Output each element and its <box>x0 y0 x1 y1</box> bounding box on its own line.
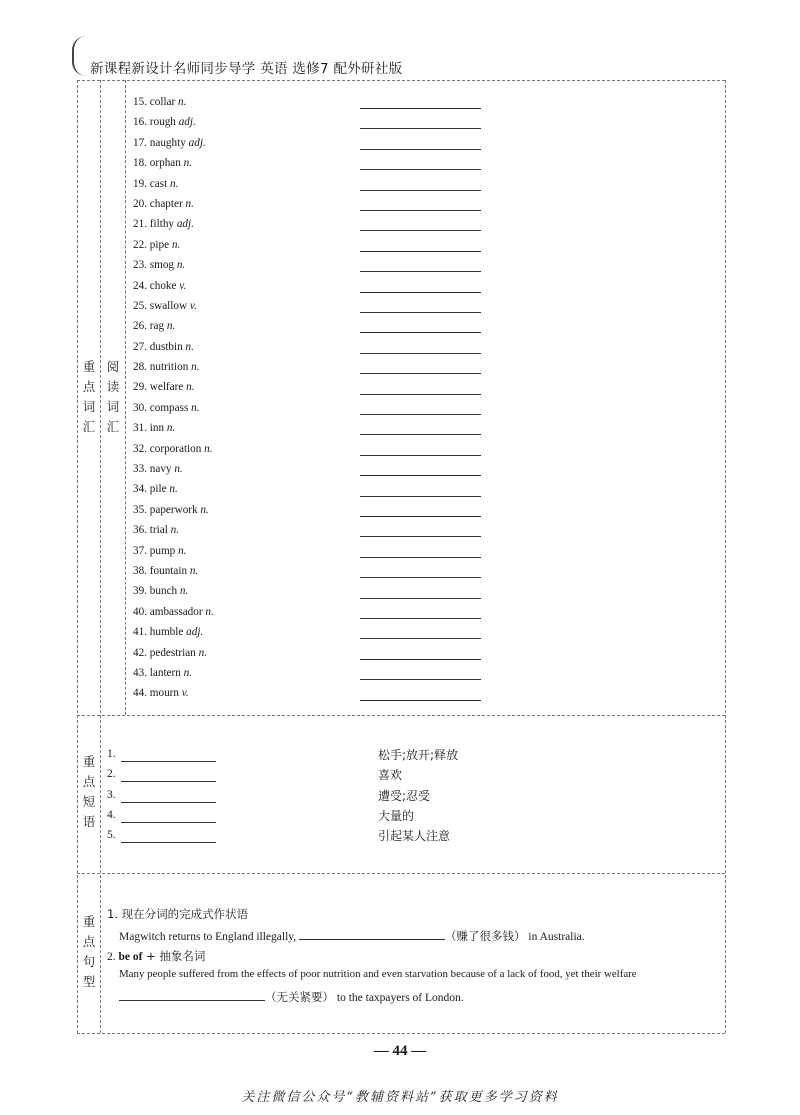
vocab-item: 30. compass n. <box>133 401 200 414</box>
vocab-item: 32. corporation n. <box>133 442 213 455</box>
vocab-answer-blank[interactable] <box>360 536 481 537</box>
vocab-answer-blank[interactable] <box>360 108 481 109</box>
vocab-item: 16. rough adj. <box>133 116 196 129</box>
vocab-answer-blank[interactable] <box>360 210 481 211</box>
sentence-2-title: 2. be of + 抽象名词 <box>107 949 206 963</box>
vocab-item: 18. orphan n. <box>133 157 193 170</box>
vocab-answer-blank[interactable] <box>360 312 481 313</box>
vocab-answer-blank[interactable] <box>360 332 481 333</box>
vocab-item: 33. navy n. <box>133 463 183 476</box>
vocab-item: 24. choke v. <box>133 279 187 292</box>
vocab-answer-blank[interactable] <box>360 598 481 599</box>
section-label-key-vocab: 重 点 词 汇 <box>82 359 96 434</box>
vocab-item: 34. pile n. <box>133 483 178 496</box>
phrase-meaning: 松手;放开;释放 <box>378 748 459 762</box>
vocab-answer-blank[interactable] <box>360 679 481 680</box>
phrase-number: 2. <box>107 768 116 780</box>
vocab-item: 43. lantern n. <box>133 666 193 679</box>
phrase-meaning: 遭受;忍受 <box>378 789 431 803</box>
vocab-answer-blank[interactable] <box>360 455 481 456</box>
phrase-answer-blank[interactable] <box>121 842 216 843</box>
book-title: 新课程新设计名师同步导学 英语 选修7 配外研社版 <box>90 61 403 77</box>
frame-bottom <box>77 1033 725 1034</box>
vocab-answer-blank[interactable] <box>360 516 481 517</box>
vocab-item: 21. filthy adj. <box>133 218 194 231</box>
vocab-item: 35. paperwork n. <box>133 503 209 516</box>
vocab-item: 20. chapter n. <box>133 197 194 210</box>
vocab-item: 26. rag n. <box>133 320 176 333</box>
sentence-2-example: Many people suffered from the effects of poor nutrition and even starvation because of a lack of food, yet their welfare <box>119 968 637 980</box>
phrase-answer-blank[interactable] <box>121 761 216 762</box>
phrase-answer-blank[interactable] <box>121 781 216 782</box>
vocab-answer-blank[interactable] <box>360 394 481 395</box>
vocab-item: 42. pedestrian n. <box>133 646 207 659</box>
section-label-key-sentences: 重 点 句 型 <box>82 914 96 989</box>
phrase-meaning: 大量的 <box>378 809 415 823</box>
vocab-answer-blank[interactable] <box>360 251 481 252</box>
vocab-item: 37. pump n. <box>133 544 187 557</box>
header-brace <box>72 36 88 76</box>
section-label-reading-vocab: 阅 读 词 汇 <box>106 359 120 434</box>
vocab-item: 23. smog n. <box>133 259 186 272</box>
frame-top <box>77 80 725 81</box>
vocab-item: 15. collar n. <box>133 96 187 108</box>
sentence-1-answer-blank[interactable] <box>299 928 445 940</box>
divider-phrase-sentence <box>77 873 725 874</box>
phrase-number: 5. <box>107 829 116 841</box>
vocab-answer-blank[interactable] <box>360 128 481 129</box>
vocab-answer-blank[interactable] <box>360 638 481 639</box>
vocab-answer-blank[interactable] <box>360 292 481 293</box>
vocab-answer-blank[interactable] <box>360 373 481 374</box>
section-label-key-phrases: 重 点 短 语 <box>82 754 96 829</box>
vocab-answer-blank[interactable] <box>360 149 481 150</box>
phrase-number: 3. <box>107 789 116 801</box>
vocab-answer-blank[interactable] <box>360 353 481 354</box>
vocab-answer-blank[interactable] <box>360 190 481 191</box>
divider-vocab-phrase <box>77 715 725 716</box>
vocab-item: 28. nutrition n. <box>133 361 200 374</box>
vocab-item: 39. bunch n. <box>133 585 189 598</box>
vocab-item: 31. inn n. <box>133 422 176 435</box>
sentence-2-example-cont: （无关紧要） to the taxpayers of London. <box>119 989 464 1005</box>
vocab-answer-blank[interactable] <box>360 577 481 578</box>
vocab-answer-blank[interactable] <box>360 414 481 415</box>
vocab-answer-blank[interactable] <box>360 169 481 170</box>
sentence-1-title: 1. 现在分词的完成式作状语 <box>107 907 249 921</box>
phrase-meaning: 引起某人注意 <box>378 829 451 843</box>
vocab-item: 44. mourn v. <box>133 687 189 700</box>
vocab-answer-blank[interactable] <box>360 557 481 558</box>
page-number: — 44 — <box>373 1043 427 1059</box>
phrase-number: 1. <box>107 748 116 760</box>
frame-left <box>77 80 78 1033</box>
footer-note: 关注微信公众号“教辅资料站”获取更多学习资料 <box>241 1090 559 1105</box>
vocab-item: 27. dustbin n. <box>133 340 194 353</box>
phrase-answer-blank[interactable] <box>121 822 216 823</box>
vocab-answer-blank[interactable] <box>360 271 481 272</box>
vocab-answer-blank[interactable] <box>360 475 481 476</box>
vocab-item: 40. ambassador n. <box>133 605 214 618</box>
phrase-number: 4. <box>107 809 116 821</box>
vocab-item: 29. welfare n. <box>133 381 195 394</box>
vocab-answer-blank[interactable] <box>360 700 481 701</box>
vocab-item: 36. trial n. <box>133 524 179 537</box>
vocab-answer-blank[interactable] <box>360 434 481 435</box>
vocab-answer-blank[interactable] <box>360 496 481 497</box>
column-divider-reading <box>125 80 126 715</box>
vocab-item: 38. fountain n. <box>133 564 199 577</box>
vocab-answer-blank[interactable] <box>360 230 481 231</box>
vocab-answer-blank[interactable] <box>360 618 481 619</box>
vocab-item: 19. cast n. <box>133 177 179 190</box>
frame-right <box>725 80 726 1033</box>
vocab-list <box>133 94 214 706</box>
vocab-item: 22. pipe n. <box>133 238 181 251</box>
phrase-meaning: 喜欢 <box>378 768 403 782</box>
vocab-item: 25. swallow v. <box>133 299 197 312</box>
vocab-item: 17. naughty adj. <box>133 136 206 149</box>
vocab-answer-blank[interactable] <box>360 659 481 660</box>
phrase-answer-blank[interactable] <box>121 802 216 803</box>
sentence-2-answer-blank[interactable] <box>119 989 265 1001</box>
vocab-item: 41. humble adj. <box>133 626 204 639</box>
column-divider-main <box>100 80 101 1033</box>
sentence-1-example: Magwitch returns to England illegally, （赚了很多钱） in Australia. <box>119 929 585 943</box>
